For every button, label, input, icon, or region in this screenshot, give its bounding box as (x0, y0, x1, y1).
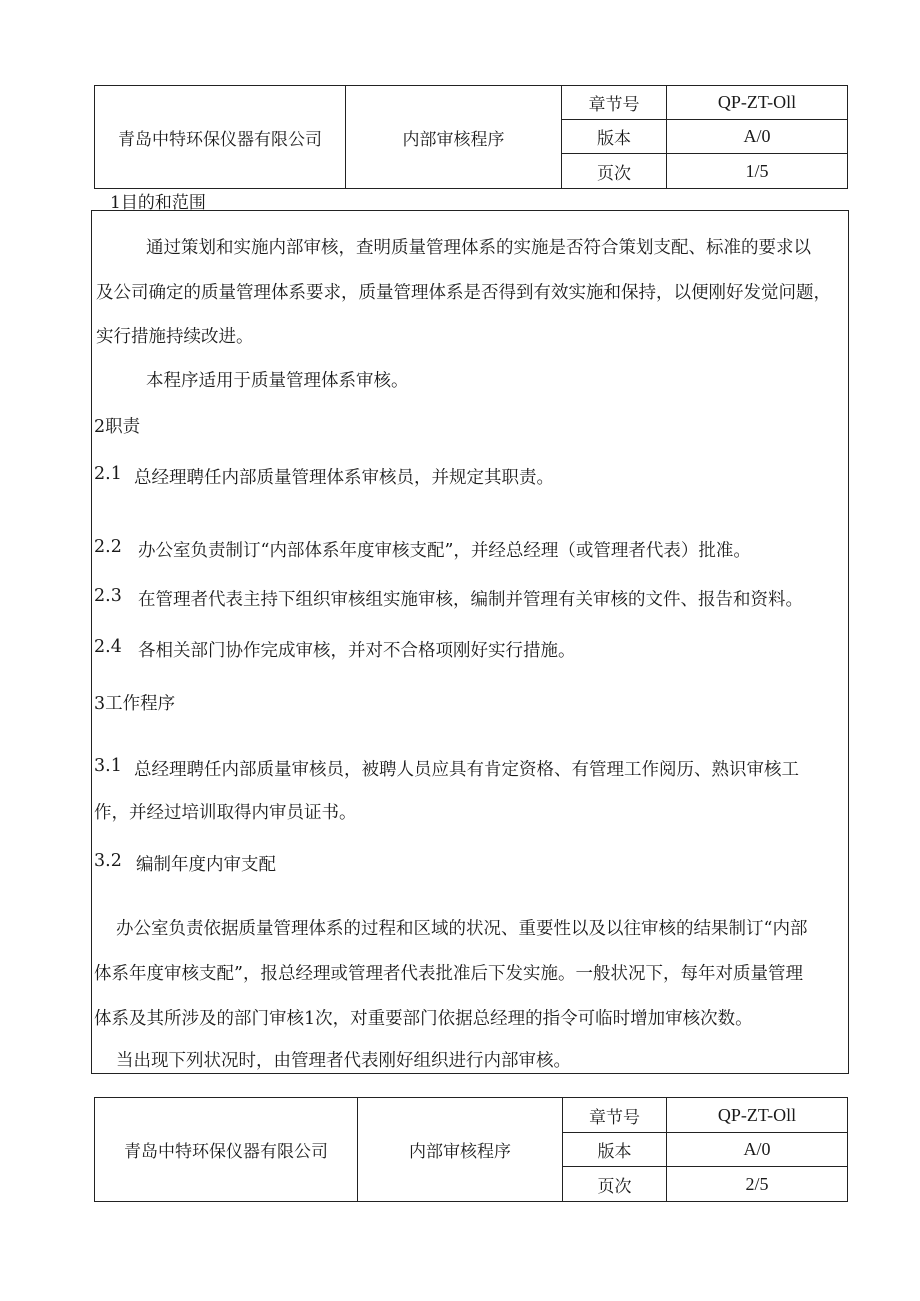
version-value: A/0 (667, 120, 848, 154)
section-3-title: 3工作程序 (94, 694, 176, 714)
page-value: 2/5 (667, 1167, 848, 1202)
paragraph-1-line-1: 通过策划和实施内部审核，查明质量管理体系的实施是否符合策划支配、标准的要求以 (146, 238, 811, 258)
page-value: 1/5 (667, 154, 848, 189)
document-title: 内部审核程序 (358, 1098, 563, 1202)
item-3-2-text: 编制年度内审支配 (136, 855, 276, 875)
item-2-3-text: 在管理者代表主持下组织审核组实施审核，编制并管理有关审核的文件、报告和资料。 (138, 590, 803, 610)
item-2-4-number: 2.4 (94, 637, 122, 657)
item-2-1-number: 2.1 (94, 464, 122, 484)
version-value: A/0 (667, 1133, 848, 1167)
item-2-2-text: 办公室负责制订“内部体系年度审核支配”，并经总经理（或管理者代表）批准。 (138, 541, 751, 561)
item-2-2-number: 2.2 (94, 537, 122, 557)
section-number-label: 章节号 (563, 1098, 667, 1133)
document-title: 内部审核程序 (346, 86, 562, 189)
item-3-1-line-2: 作，并经过培训取得内审员证书。 (94, 803, 357, 823)
section-number-value: QP-ZT-Oll (667, 1098, 848, 1133)
paragraph-3-line-2: 体系年度审核支配”，报总经理或管理者代表批准后下发实施。一般状况下，每年对质量管理 (94, 964, 803, 984)
version-label: 版本 (563, 1133, 667, 1167)
section-1-title: 1目的和范围 (110, 193, 206, 213)
item-3-1-number: 3.1 (94, 756, 122, 776)
section-number-label: 章节号 (562, 86, 667, 120)
paragraph-2: 本程序适用于质量管理体系审核。 (146, 371, 409, 391)
item-3-1-line-1: 总经理聘任内部质量审核员，被聘人员应具有肯定资格、有管理工作阅历、熟识审核工 (134, 760, 799, 780)
section-2-title: 2职责 (94, 417, 141, 437)
item-2-3-number: 2.3 (94, 586, 122, 606)
version-label: 版本 (562, 120, 667, 154)
item-3-2-number: 3.2 (94, 851, 122, 871)
paragraph-1-line-3: 实行措施持续改进。 (96, 327, 254, 347)
page-label: 页次 (563, 1167, 667, 1202)
header-table-page-1 (94, 85, 848, 189)
item-2-4-text: 各相关部门协作完成审核，并对不合格项刚好实行措施。 (138, 641, 576, 661)
item-2-1-text: 总经理聘任内部质量管理体系审核员，并规定其职责。 (134, 468, 554, 488)
section-number-value: QP-ZT-Oll (667, 86, 848, 120)
company-name: 青岛中特环保仪器有限公司 (95, 86, 346, 189)
page-label: 页次 (562, 154, 667, 189)
paragraph-3-line-1: 办公室负责依据质量管理体系的过程和区域的状况、重要性以及以往审核的结果制订“内部 (116, 919, 808, 939)
paragraph-1-line-2: 及公司确定的质量管理体系要求，质量管理体系是否得到有效实施和保持，以便刚好发觉问题， (96, 283, 831, 303)
header-table-page-2 (94, 1097, 848, 1202)
company-name: 青岛中特环保仪器有限公司 (95, 1098, 358, 1202)
paragraph-3-line-3: 体系及其所涉及的部门审核1次，对重要部门依据总经理的指令可临时增加审核次数。 (94, 1009, 753, 1029)
paragraph-4: 当出现下列状况时，由管理者代表刚好组织进行内部审核。 (116, 1051, 571, 1071)
